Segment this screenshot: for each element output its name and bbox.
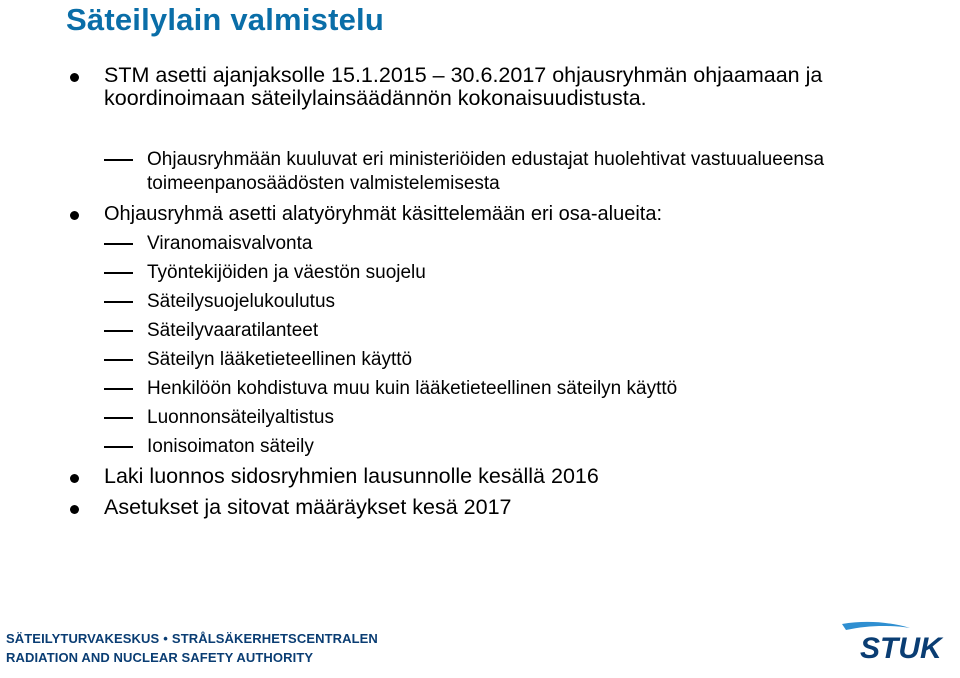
sub-bullet-text: Viranomaisvalvonta bbox=[147, 233, 313, 254]
bullet-text: Asetukset ja sitovat määräykset kesä 2017 bbox=[104, 495, 512, 519]
sub-bullet-text: Työntekijöiden ja väestön suojelu bbox=[147, 262, 426, 283]
footer-org-en: RADIATION AND NUCLEAR SAFETY AUTHORITY bbox=[6, 650, 314, 665]
dash-icon bbox=[104, 301, 133, 303]
bullet-text: STM asetti ajanjaksolle 15.1.2015 – 30.6.2017 ohjausryhmän ohjaamaan ja koordinoimaan säteilylainsäädännön kokonaisuudistusta. bbox=[104, 63, 823, 110]
dash-icon bbox=[104, 330, 133, 332]
sub-bullet-text: Ohjausryhmään kuuluvat eri ministeriöiden edustajat huolehtivat vastuualueensa toimeenpanosäädösten valmistelemisesta bbox=[147, 149, 825, 194]
bullet-dot-icon bbox=[70, 474, 79, 483]
dash-icon bbox=[104, 359, 133, 361]
bullet-dot-icon bbox=[70, 505, 79, 514]
footer-org-names bbox=[6, 631, 378, 646]
stuk-logo-icon bbox=[838, 618, 956, 674]
footer-org-fi: SÄTEILYTURVAKESKUS bbox=[6, 631, 160, 646]
logo-text: STUK bbox=[860, 632, 942, 665]
sub-bullet-text: Säteilysuojelukoulutus bbox=[147, 291, 336, 312]
sub-bullet-text: Säteilyn lääketieteellinen käyttö bbox=[147, 349, 413, 370]
sub-bullet-text: Luonnonsäteilyaltistus bbox=[147, 407, 334, 428]
dash-icon bbox=[104, 417, 133, 419]
footer-org-sv: STRÅLSÄKERHETSCENTRALEN bbox=[171, 631, 378, 646]
sub-bullet-text: Henkilöön kohdistuva muu kuin lääketieteellinen säteilyn käyttö bbox=[147, 378, 678, 399]
page-title: Säteilylain valmistelu bbox=[66, 2, 384, 37]
dash-icon bbox=[104, 388, 133, 390]
bullet-dot-icon bbox=[70, 73, 79, 82]
logo-swoosh bbox=[842, 622, 910, 630]
bullet-text: Laki luonnos sidosryhmien lausunnolle kesällä 2016 bbox=[104, 464, 599, 488]
dash-icon bbox=[104, 159, 133, 161]
footer-separator: • bbox=[163, 631, 168, 646]
sub-bullet-text: Ionisoimaton säteily bbox=[147, 436, 314, 457]
bullet-dot-icon bbox=[70, 211, 79, 220]
dash-icon bbox=[104, 446, 133, 448]
sub-bullet-text: Säteilyvaaratilanteet bbox=[147, 320, 319, 341]
dash-icon bbox=[104, 243, 133, 245]
bullet-text: Ohjausryhmä asetti alatyöryhmät käsittelemään eri osa-alueita: bbox=[104, 203, 663, 225]
dash-icon bbox=[104, 272, 133, 274]
